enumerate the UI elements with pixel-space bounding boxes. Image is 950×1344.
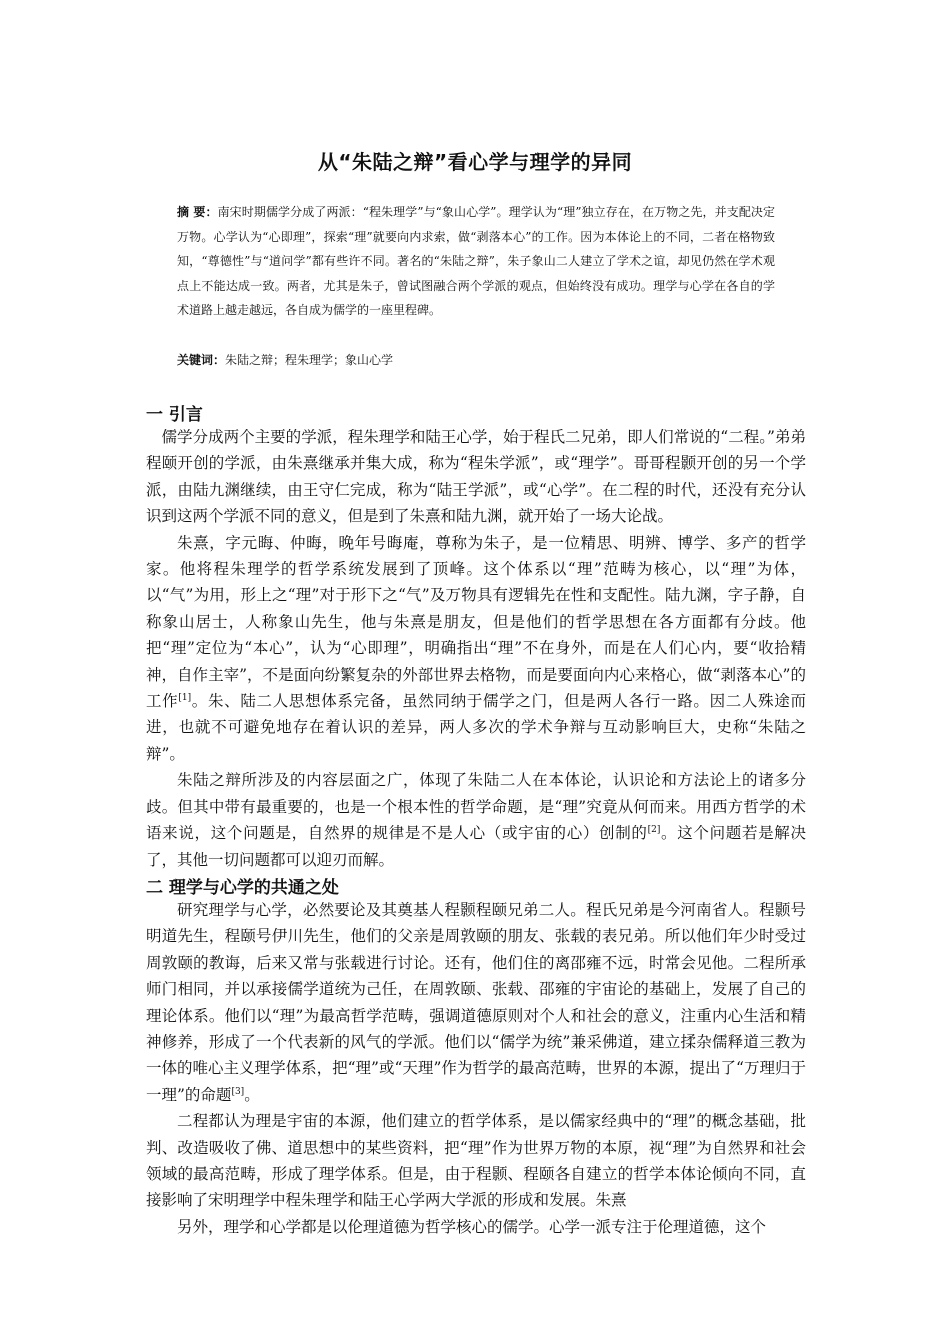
paragraph <box>146 767 806 873</box>
section-heading-introduction: 一 引言 <box>146 405 203 425</box>
citation[interactable]: [3] <box>231 1086 245 1097</box>
citation[interactable]: [2] <box>647 824 661 835</box>
paragraph <box>146 897 806 1108</box>
abstract-text: 南宋时期儒学分成了两派：“程朱理学”与“象山心学”。理学认为“理”独立存在，在万物之先，并支配决定万物。心学认为“心即理”，探索“理”就要向内求索，做“剥落本心”的工作。因为本体论上的不同，二者在格物致知，“尊德性”与“道问学”都有些许不同。著名的“朱陆之辩”，朱子象山二人建立了学术之谊，却见仍然在学术观点上不能达成一致。两者，尤其是朱子，曾试图融合两个学派的观点，但始终没有成功。理学与心学在各自的学术道路上越走越远，各自成为儒学的一座里程碑。 <box>177 205 776 317</box>
keywords-label: 关键词： <box>177 353 226 367</box>
abstract <box>177 200 775 323</box>
paragraph-text: 。这个问题若是解决了，其他一切问题都可以迎刃而解。 <box>146 824 806 869</box>
section-introduction-body <box>146 424 806 873</box>
section-heading-commonalities: 二 理学与心学的共通之处 <box>146 878 339 898</box>
section-commonalities-body <box>146 897 806 1240</box>
paragraph: 儒学分成两个主要的学派，程朱理学和陆王心学，始于程氏二兄弟，即人们常说的“二程。”弟弟程颐开创的学派，由朱熹继承并集大成，称为“程朱学派”，或“理学”。哥哥程颢开创的另一个学派，由陆九渊继续，由王守仁完成，称为“陆王学派”，或“心学”。在二程的时代，还没有充分认识到这两个学派不同的意义，但是到了朱熹和陆九渊，就开始了一场大论战。 <box>146 428 806 526</box>
paragraph: 二程都认为理是宇宙的本源，他们建立的哲学体系，是以儒家经典中的“理”的概念基础，批判、改造吸收了佛、道思想中的某些资料，把“理”作为世界万物的本原，视“理”为自然界和社会领域的最高范畴，形成了理学体系。但是，由于程颢、程颐各自建立的哲学本体论倾向不同，直接影响了宋明理学中程朱理学和陆王心学两大学派的形成和发展。朱熹 <box>146 1112 806 1210</box>
paragraph-text: 。朱、陆二人思想体系完备，虽然同纳于儒学之门，但是两人各行一路。因二人殊途而进，也就不可避免地存在着认识的差异，两人多次的学术争辩与互动影响巨大，史称“朱陆之辩”。 <box>146 692 806 763</box>
abstract-label: 摘 要： <box>177 205 218 219</box>
paragraph: 另外，理学和心学都是以伦理道德为哲学核心的儒学。心学一派专注于伦理道德，这个 <box>177 1217 767 1236</box>
keywords-text: 朱陆之辩；程朱理学；象山心学 <box>225 353 394 367</box>
paragraph-text: 。 <box>244 1085 260 1104</box>
keywords <box>177 348 775 372</box>
paper-title: 从“朱陆之辩”看心学与理学的异同 <box>317 150 633 174</box>
paragraph-text: 研究理学与心学，必然要论及其奠基人程颢程颐兄弟二人。程氏兄弟是今河南省人。程颢号明道先生，程颐号伊川先生，他们的父亲是周敦颐的朋友、张载的表兄弟。所以他们年少时受过周敦颐的教诲，后来又常与张载进行讨论。还有，他们住的离邵雍不远，时常会见他。二程所承师门相同，并以承接儒学道统为己任，在周敦颐、张载、邵雍的宇宙论的基础上，发展了自己的理论体系。他们以“理”为最高哲学范畴，强调道德原则对个人和社会的意义，注重内心生活和精神修养，形成了一个代表新的风气的学派。他们以“儒学为统”兼采佛道，建立揉杂儒释道三教为一体的唯心主义理学体系，把“理”或“天理”作为哲学的最高范畴，世界的本源，提出了“万理归于一理”的命题 <box>146 901 806 1104</box>
paragraph-text: 朱陆之辩所涉及的内容层面之广，体现了朱陆二人在本体论，认识论和方法论上的诸多分歧。但其中带有最重要的，也是一个根本性的哲学命题，是“理”究竟从何而来。用西方哲学的术语来说，这个问题是，自然界的规律是不是人心（或宇宙的心）创制的 <box>146 771 806 843</box>
citation[interactable]: [1] <box>178 692 192 703</box>
paragraph-text: 朱熹，字元晦、仲晦，晚年号晦庵，尊称为朱子，是一位精思、明辨、博学、多产的哲学家。他将程朱理学的哲学系统发展到了顶峰。这个体系以“理”范畴为核心，以“理”为体，以“气”为用，形上之“理”对于形下之“气”及万物具有逻辑先在性和支配性。陆九渊，字子静，自称象山居士，人称象山先生，他与朱熹是朋友，但是他们的哲学思想在各方面都有分歧。他把“理”定位为“本心”，认为“心即理”，明确指出“理”不在身外，而是在人们心内，要“收拾精神，自作主宰”，不是面向纷繁复杂的外部世界去格物，而是要面向内心来格心，做“剥落本心”的工作 <box>146 533 806 711</box>
paragraph <box>146 530 806 768</box>
